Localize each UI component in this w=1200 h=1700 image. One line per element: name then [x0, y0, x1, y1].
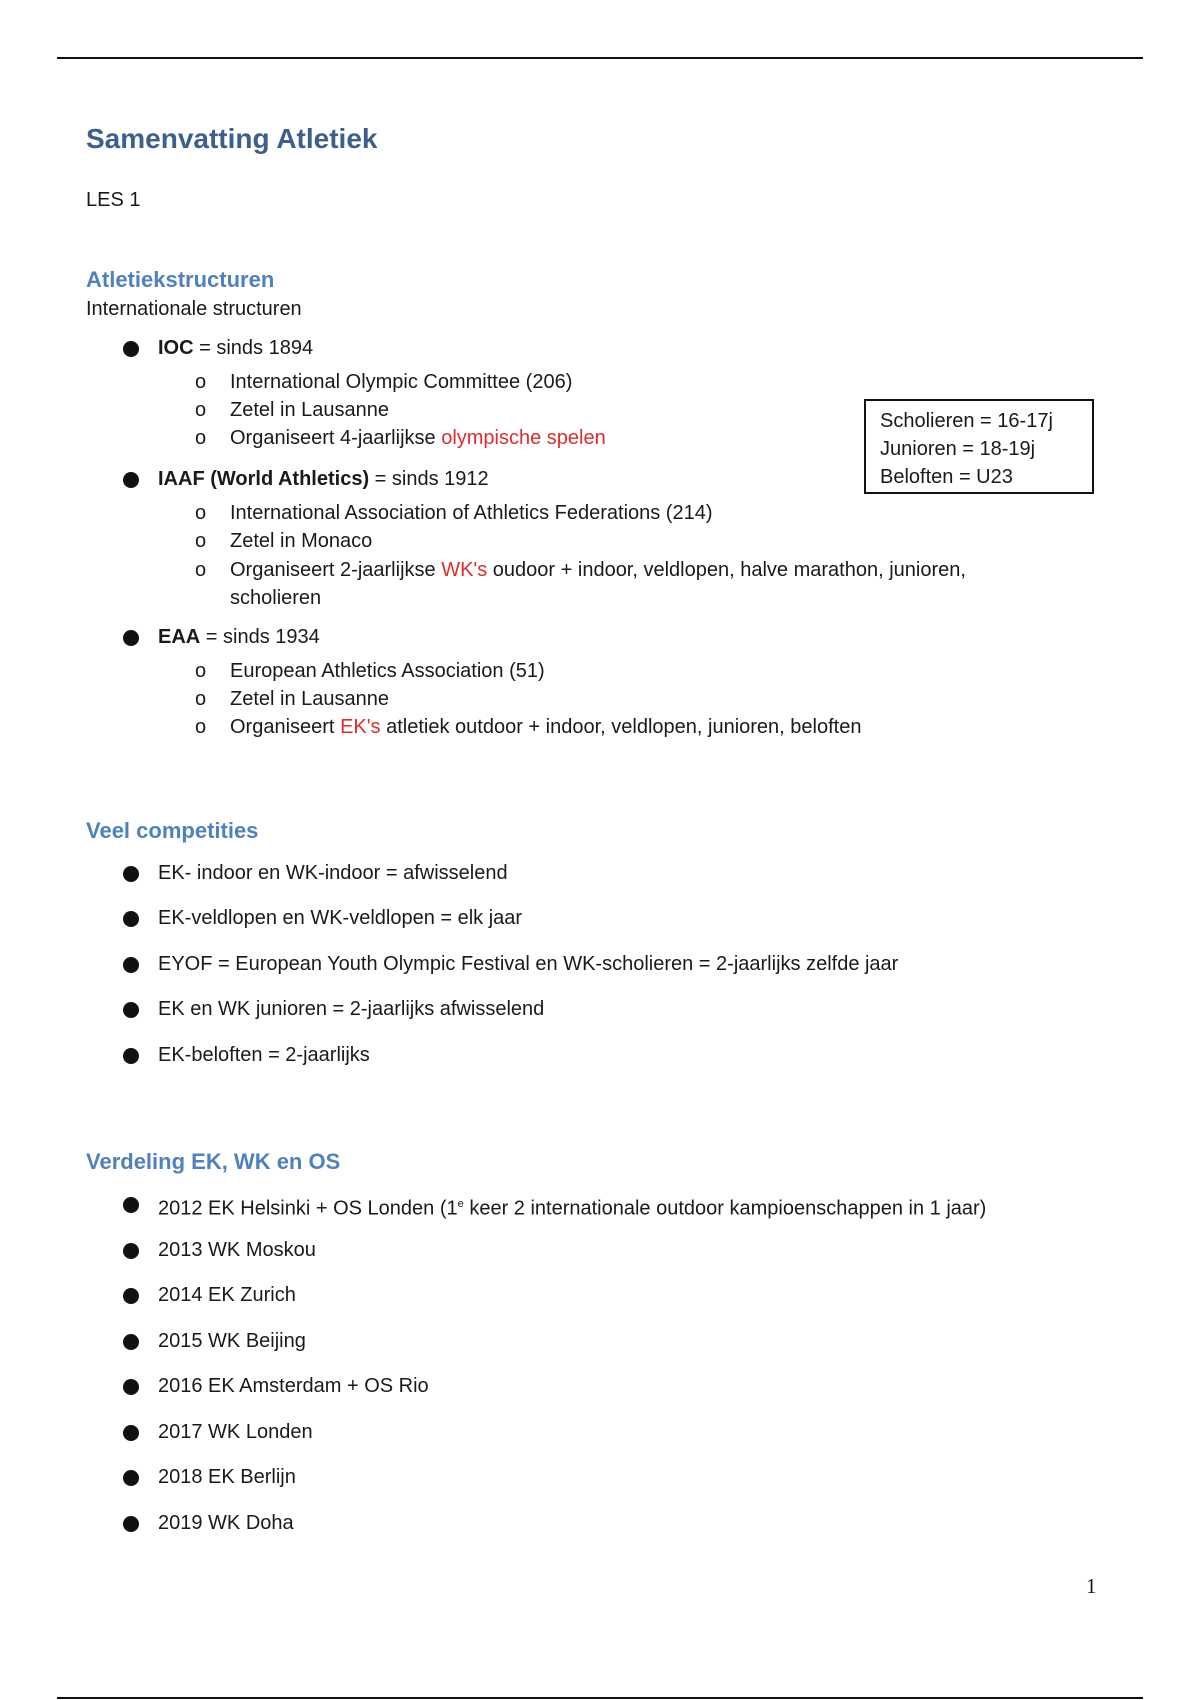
age-category-line: Beloften = U23: [880, 466, 1013, 488]
subheading-internationale-structuren: Internationale structuren: [86, 298, 302, 320]
list-item: EK-veldlopen en WK-veldlopen = elk jaar: [158, 907, 523, 929]
bullet-icon: [123, 1002, 139, 1018]
list-item-text: keer 2 internationale outdoor kampioenschappen in 1 jaar): [463, 1197, 987, 1220]
bullet-icon: [123, 1197, 139, 1213]
highlight-text: WK's: [441, 559, 488, 581]
sub-item: International Olympic Committee (206): [230, 371, 573, 393]
list-item-text: 2012 EK Helsinki + OS Londen (1: [158, 1197, 458, 1220]
section-heading-atletiekstructuren: Atletiekstructuren: [86, 267, 275, 292]
bullet-icon: [123, 1516, 139, 1532]
sub-item: [230, 556, 966, 584]
list-item-eaa: [158, 623, 320, 651]
org-name: IOC: [158, 337, 194, 359]
ordinal-superscript: e: [457, 1198, 464, 1210]
sub-item: Zetel in Lausanne: [230, 399, 390, 421]
sub-item: [230, 713, 861, 741]
section-heading-veel-competities: Veel competities: [86, 818, 259, 843]
page-number: 1: [1086, 1574, 1097, 1598]
sub-item-text: Organiseert 4-jaarlijkse: [230, 427, 442, 449]
list-item: [158, 1190, 986, 1223]
sub-item: Zetel in Lausanne: [230, 688, 390, 710]
sub-item-text: Organiseert: [230, 716, 341, 738]
list-item: EK en WK junioren = 2-jaarlijks afwisselend: [158, 998, 545, 1020]
list-item: 2018 EK Berlijn: [158, 1466, 296, 1488]
bullet-icon: [123, 957, 139, 973]
list-item-iaaf: [158, 465, 489, 493]
org-name: EAA: [158, 626, 201, 648]
list-item: EK-beloften = 2-jaarlijks: [158, 1044, 370, 1066]
sub-item-continuation: scholieren: [230, 587, 322, 609]
age-category-box: [864, 399, 1094, 494]
circle-bullet-icon: o: [195, 660, 207, 682]
sub-item-text: atletiek outdoor + indoor, veldlopen, junioren, beloften: [380, 716, 862, 738]
org-since: = sinds 1894: [193, 337, 314, 359]
bullet-icon: [123, 1425, 139, 1441]
list-item: 2013 WK Moskou: [158, 1239, 316, 1261]
document-title: Samenvatting Atletiek: [86, 123, 378, 154]
list-item: 2017 WK Londen: [158, 1421, 313, 1443]
bullet-icon: [123, 341, 139, 357]
bullet-icon: [123, 866, 139, 882]
org-since: = sinds 1912: [369, 468, 489, 490]
circle-bullet-icon: o: [195, 530, 207, 552]
highlight-text: EK's: [340, 716, 381, 738]
circle-bullet-icon: o: [195, 559, 207, 581]
circle-bullet-icon: o: [195, 371, 207, 393]
list-item: 2015 WK Beijing: [158, 1330, 306, 1352]
bullet-icon: [123, 1379, 139, 1395]
org-since: = sinds 1934: [200, 626, 320, 648]
circle-bullet-icon: o: [195, 502, 207, 524]
circle-bullet-icon: o: [195, 716, 207, 738]
top-rule: [57, 57, 1143, 59]
list-item: 2016 EK Amsterdam + OS Rio: [158, 1375, 429, 1397]
bullet-icon: [123, 630, 139, 646]
bullet-icon: [123, 1334, 139, 1350]
bottom-rule: [57, 1697, 1143, 1699]
sub-item: [230, 424, 606, 452]
highlight-text: olympische spelen: [441, 427, 606, 449]
age-category-line: Junioren = 18-19j: [880, 438, 1036, 460]
bullet-icon: [123, 1470, 139, 1486]
sub-item-text: Organiseert 2-jaarlijkse: [230, 559, 442, 581]
sub-item: International Association of Athletics Federations (214): [230, 502, 713, 524]
sub-item: European Athletics Association (51): [230, 660, 545, 682]
bullet-icon: [123, 1243, 139, 1259]
bullet-icon: [123, 911, 139, 927]
list-item: 2019 WK Doha: [158, 1512, 294, 1534]
list-item: EK- indoor en WK-indoor = afwisselend: [158, 862, 508, 884]
bullet-icon: [123, 1288, 139, 1304]
lesson-label: LES 1: [86, 189, 141, 211]
list-item: EYOF = European Youth Olympic Festival en WK-scholieren = 2-jaarlijks zelfde jaar: [158, 953, 899, 975]
list-item-ioc: [158, 334, 313, 362]
org-name: IAAF (World Athletics): [158, 468, 370, 490]
sub-item-text: oudoor + indoor, veldlopen, halve marathon, junioren,: [487, 559, 966, 581]
circle-bullet-icon: o: [195, 427, 207, 449]
list-item: 2014 EK Zurich: [158, 1284, 296, 1306]
section-heading-verdeling: Verdeling EK, WK en OS: [86, 1149, 341, 1174]
sub-item: Zetel in Monaco: [230, 530, 373, 552]
bullet-icon: [123, 472, 139, 488]
circle-bullet-icon: o: [195, 399, 207, 421]
age-category-line: Scholieren = 16-17j: [880, 410, 1053, 432]
circle-bullet-icon: o: [195, 688, 207, 710]
bullet-icon: [123, 1048, 139, 1064]
